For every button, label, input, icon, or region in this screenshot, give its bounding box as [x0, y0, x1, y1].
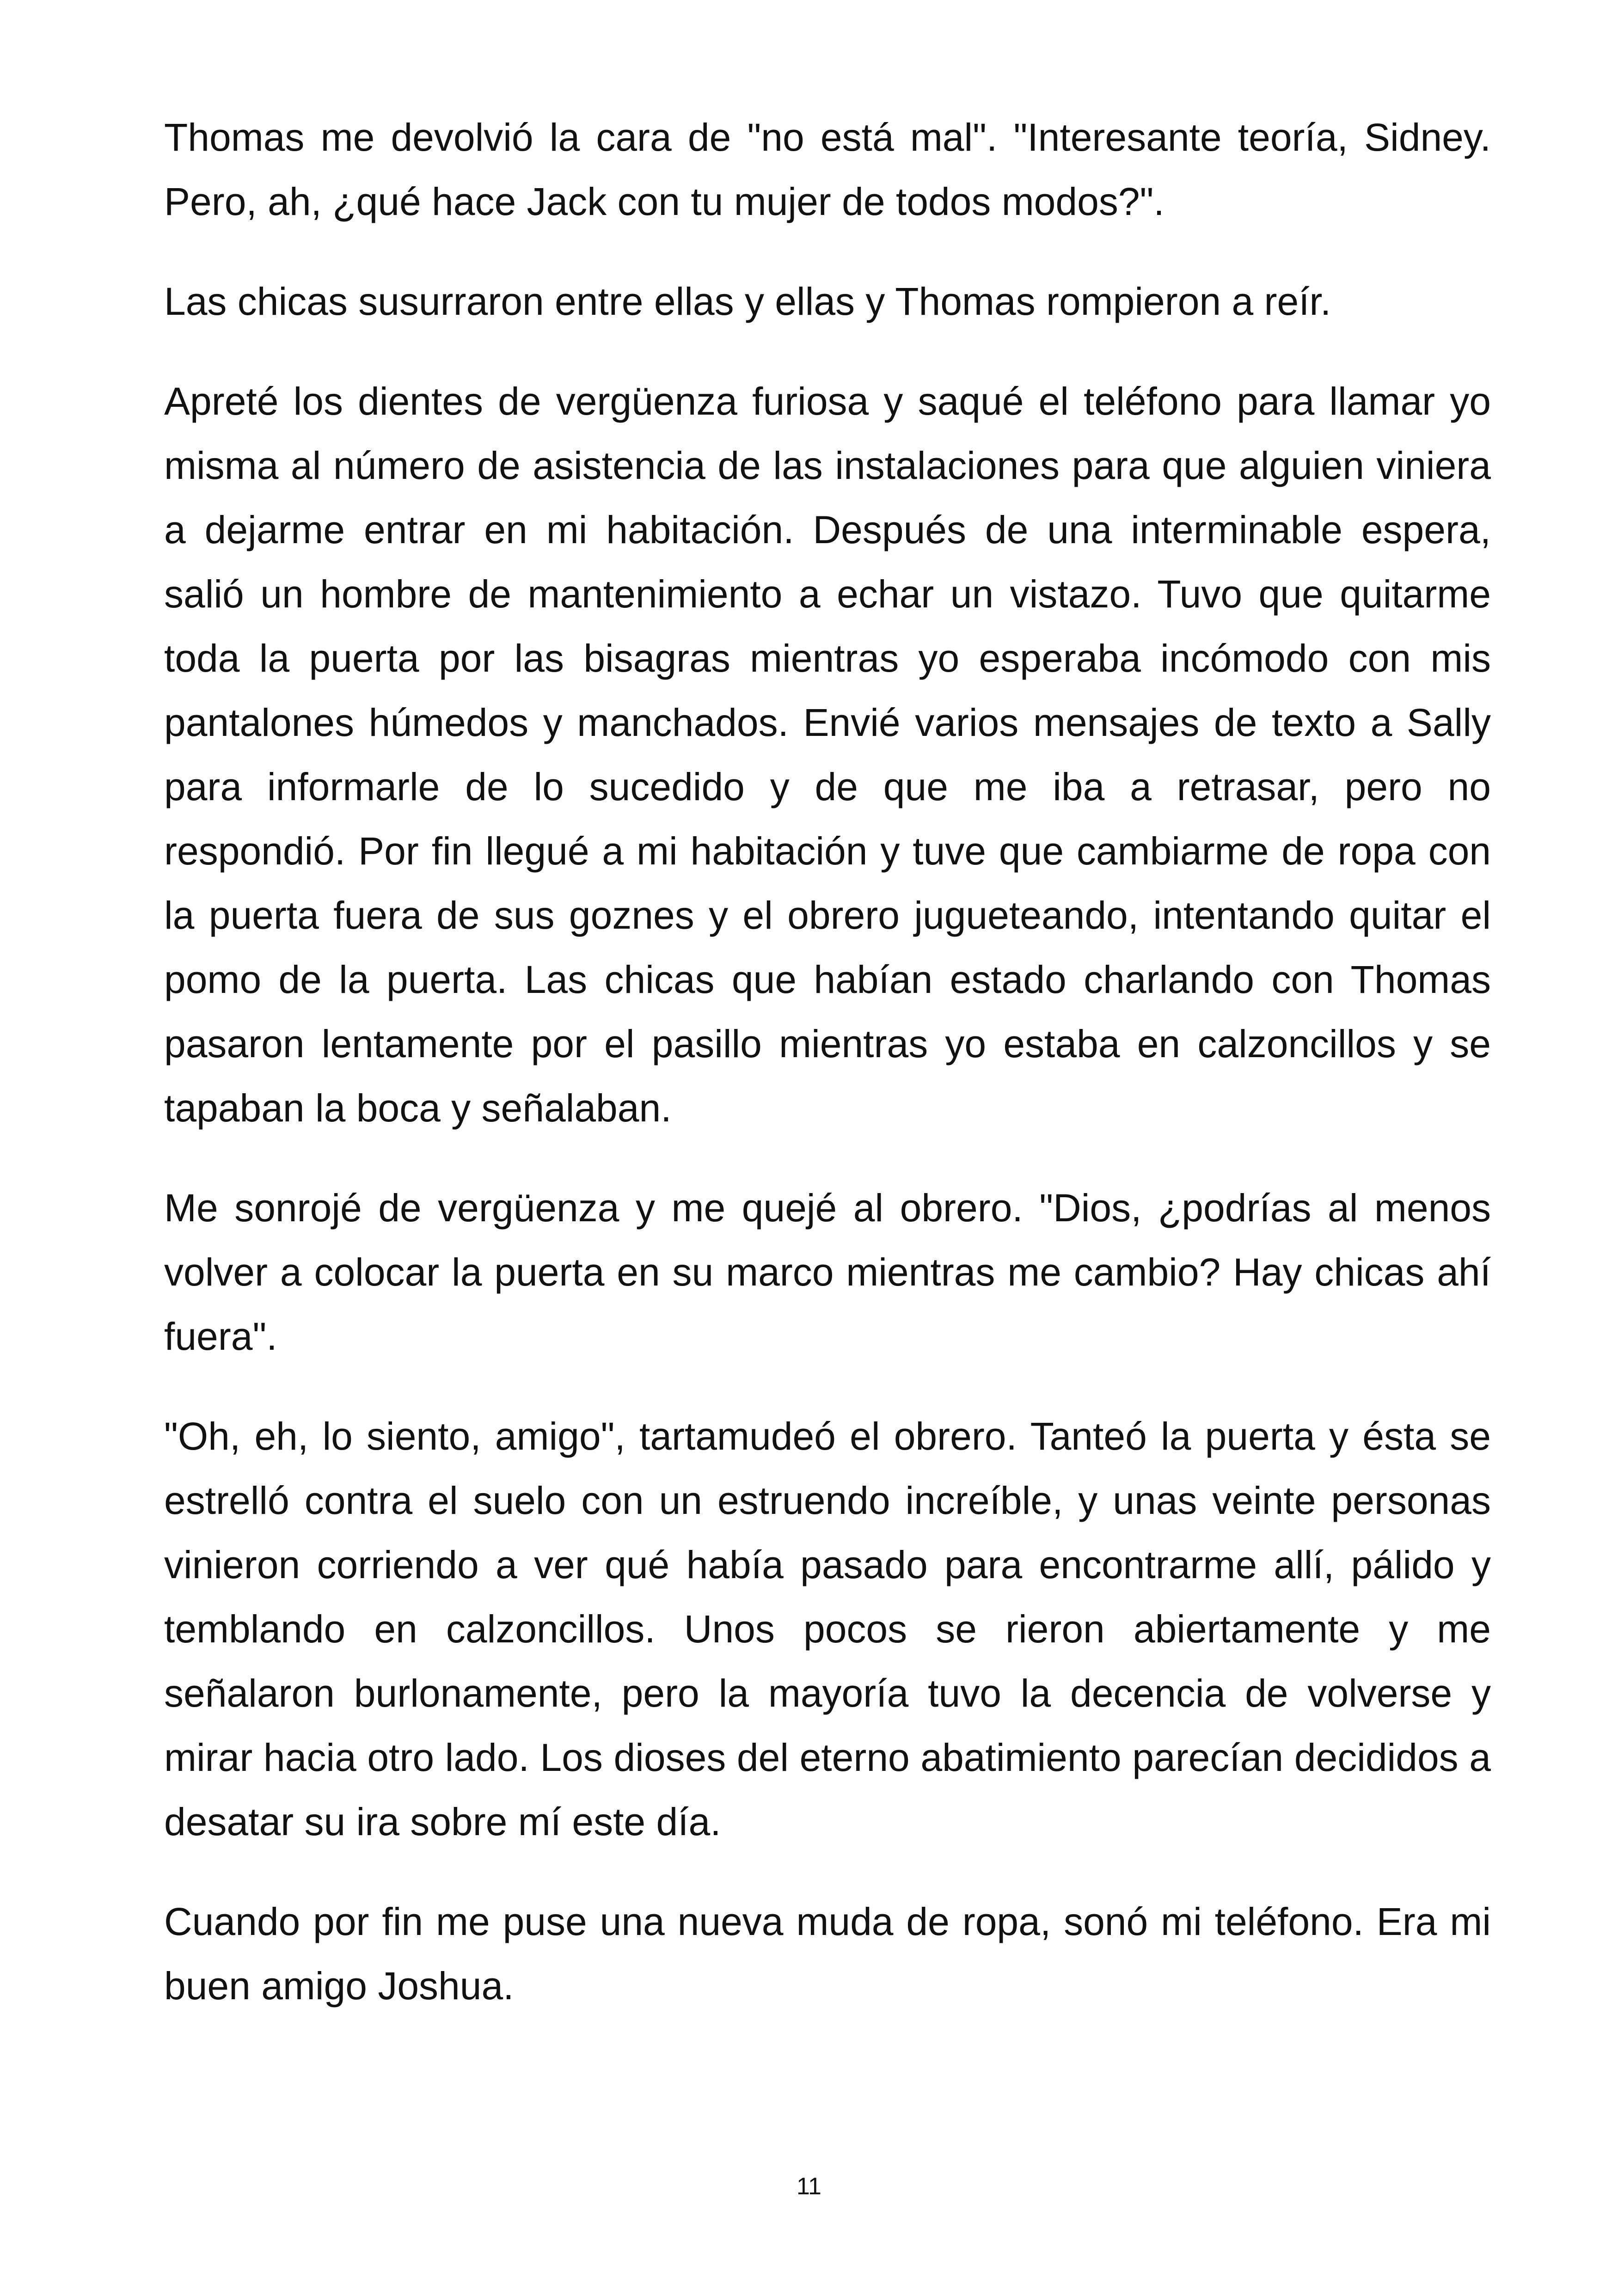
paragraph-5: "Oh, eh, lo siento, amigo", tartamudeó el obrero. Tanteó la puerta y ésta se estrelló contra el suelo con un estruendo increíble, y unas veinte personas vinieron corriendo a ver qué había pasado para encontrarme allí, pálido y temblando en calzoncillos. Unos pocos se rieron abiertamente y me señalaron burlonamente, pero la mayoría tuvo la decencia de volverse y mirar hacia otro lado. Los dioses del eterno abatimiento parecían decididos a desatar su ira sobre mí este día. [164, 1414, 1491, 1843]
paragraph-1: Thomas me devolvió la cara de "no está mal". "Interesante teoría, Sidney. Pero, ah, ¿qué hace Jack con tu mujer de todos modos?". [164, 116, 1491, 223]
paragraph-2: Las chicas susurraron entre ellas y ellas y Thomas rompieron a reír. [164, 280, 1331, 323]
body-text [164, 105, 1491, 2054]
paragraph-4: Me sonrojé de vergüenza y me quejé al obrero. "Dios, ¿podrías al menos volver a colocar la puerta en su marco mientras me cambio? Hay chicas ahí fuera". [164, 1186, 1491, 1358]
paragraph-3: Apreté los dientes de vergüenza furiosa y saqué el teléfono para llamar yo misma al número de asistencia de las instalaciones para que alguien viniera a dejarme entrar en mi habitación. Después de una interminable espera, salió un hombre de mantenimiento a echar un vistazo. Tuvo que quitarme toda la puerta por las bisagras mientras yo esperaba incómodo con mis pantalones húmedos y manchados. Envié varios mensajes de texto a Sally para informarle de lo sucedido y de que me iba a retrasar, pero no respondió. Por fin llegué a mi habitación y tuve que cambiarme de ropa con la puerta fuera de sus goznes y el obrero jugueteando, intentando quitar el pomo de la puerta. Las chicas que habían estado charlando con Thomas pasaron lentamente por el pasillo mientras yo estaba en calzoncillos y se tapaban la boca y señalaban. [164, 380, 1491, 1130]
page-number: 11 [797, 2173, 821, 2200]
paragraph-6: Cuando por fin me puse una nueva muda de ropa, sonó mi teléfono. Era mi buen amigo Joshua. [164, 1900, 1491, 2008]
